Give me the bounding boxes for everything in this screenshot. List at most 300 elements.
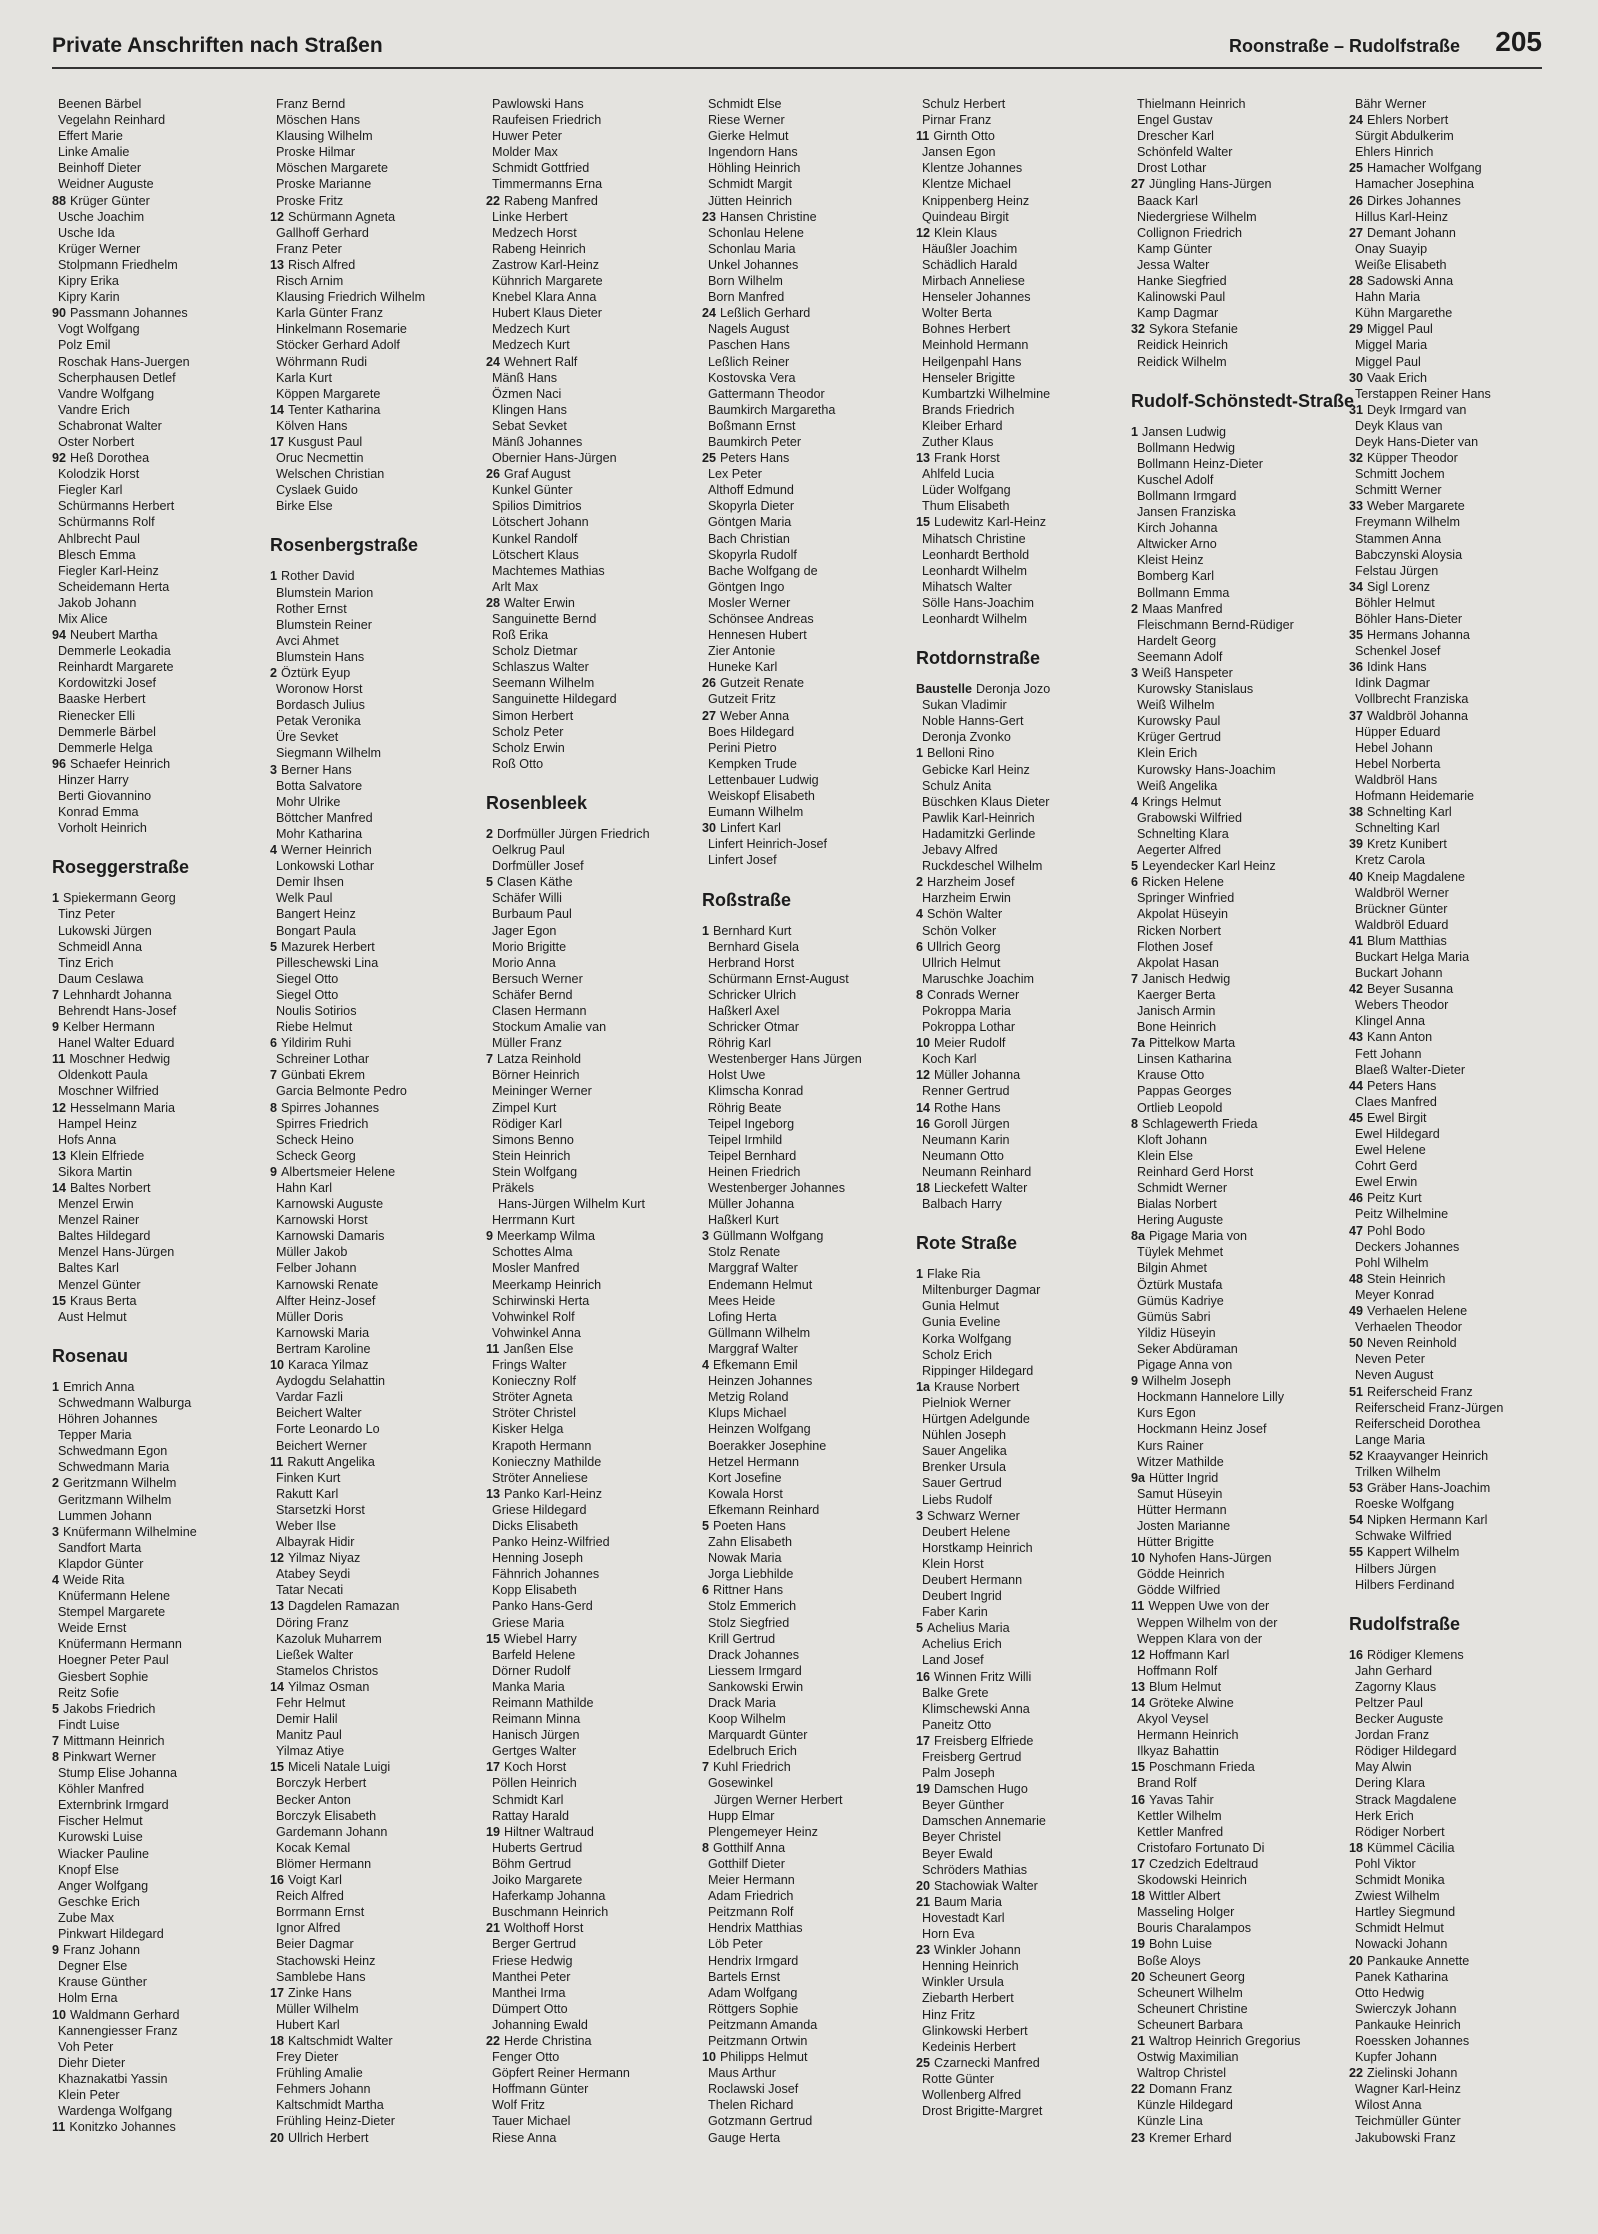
resident-entry: [702, 1260, 916, 1276]
resident-name: Reinhard Gerd Horst: [1137, 1164, 1254, 1179]
resident-name: Klimschewski Anna: [922, 1701, 1030, 1716]
resident-name: Siegel Otto: [276, 971, 339, 986]
resident-entry: [52, 708, 266, 724]
resident-entry: [270, 1470, 484, 1486]
resident-name: Haßkerl Kurt: [708, 1213, 779, 1228]
resident-entry: [1349, 997, 1563, 1013]
resident-entry: [270, 858, 484, 874]
resident-name: Schreiner Lothar: [276, 1052, 370, 1067]
resident-entry: [486, 691, 700, 707]
house-number: 13: [270, 1599, 285, 1614]
resident-name: Usche Ida: [58, 225, 115, 240]
resident-entry: [486, 890, 700, 906]
resident-name: Bernhard Kurt: [713, 923, 792, 938]
house-number: 12: [916, 225, 931, 240]
resident-name: Balke Grete: [922, 1685, 989, 1700]
resident-name: Klausing Wilhelm: [276, 129, 373, 144]
resident-name: Wittler Albert: [1149, 1889, 1221, 1904]
house-number: 5: [1131, 859, 1139, 874]
resident-name: Bartels Ernst: [708, 1969, 781, 1984]
resident-entry: [916, 842, 1130, 858]
resident-name: Riese Werner: [708, 113, 785, 128]
resident-name: Winnen Fritz Willi: [934, 1669, 1032, 1684]
resident-name: Hilbers Jürgen: [1355, 1561, 1437, 1576]
resident-entry: [916, 1180, 1130, 1196]
resident-name: Kirch Johanna: [1137, 521, 1218, 536]
resident-entry: [52, 1588, 266, 1604]
resident-name: Achelius Erich: [922, 1637, 1002, 1652]
resident-entry: [1349, 1110, 1563, 1126]
resident-entry: [1349, 1351, 1563, 1367]
resident-entry: [486, 1212, 700, 1228]
resident-entry: [486, 257, 700, 273]
resident-name: Schmidt Werner: [1137, 1181, 1228, 1195]
resident-name: Ricken Norbert: [1137, 923, 1221, 938]
resident-name: Onay Suayip: [1355, 241, 1428, 256]
house-number: 16: [1131, 1792, 1146, 1807]
resident-name: Schmidt Margit: [708, 177, 792, 192]
resident-name: Hendrix Matthias: [708, 1921, 803, 1936]
resident-name: Meerkamp Wilma: [497, 1229, 595, 1244]
resident-name: Schirwinski Herta: [492, 1293, 590, 1308]
resident-entry: [1131, 1132, 1345, 1148]
resident-name: Hermann Heinrich: [1137, 1728, 1239, 1743]
resident-entry: [52, 1277, 266, 1293]
resident-entry: [702, 1067, 916, 1083]
resident-entry: [916, 2087, 1130, 2103]
resident-entry: [1131, 2001, 1345, 2017]
house-number: 3: [916, 1508, 924, 1523]
resident-entry: [1131, 112, 1345, 128]
resident-entry: [486, 1421, 700, 1437]
resident-entry: [702, 2130, 916, 2146]
resident-name: Waldbröl Johanna: [1367, 708, 1469, 723]
resident-name: Zastrow Karl-Heinz: [492, 257, 600, 272]
resident-entry: [916, 1443, 1130, 1459]
resident-name: Adam Wolfgang: [708, 1985, 798, 2000]
resident-entry: [1131, 552, 1345, 568]
resident-entry: [270, 128, 484, 144]
resident-name: Kurowski Luise: [58, 1830, 143, 1845]
resident-name: Schürmanns Herbert: [58, 499, 175, 514]
resident-entry: [1349, 354, 1563, 370]
resident-name: Hinkelmann Rosemarie: [276, 322, 407, 337]
house-number: 12: [52, 1100, 67, 1115]
resident-entry: [916, 1003, 1130, 1019]
resident-name: Buckart Johann: [1355, 966, 1443, 981]
house-number: 40: [1349, 869, 1364, 884]
resident-name: Beyer Ewald: [922, 1846, 993, 1861]
resident-name: Klapdor Günter: [58, 1556, 144, 1571]
resident-entry: [702, 740, 916, 756]
resident-entry: [486, 2130, 700, 2146]
resident-entry: [52, 1164, 266, 1180]
resident-name: Klups Michael: [708, 1406, 787, 1421]
resident-entry: [916, 1266, 1130, 1282]
resident-name: Ehlers Norbert: [1367, 113, 1449, 128]
resident-name: Krill Gertrud: [708, 1631, 776, 1646]
resident-name: Schönfeld Walter: [1137, 145, 1233, 160]
resident-name: Jütten Heinrich: [708, 193, 792, 208]
resident-name: Siegel Otto: [276, 987, 339, 1002]
resident-name: Maruschke Joachim: [922, 971, 1034, 986]
resident-name: Klingen Hans: [492, 402, 567, 417]
resident-entry: [702, 772, 916, 788]
resident-name: Schabronat Walter: [58, 418, 162, 433]
resident-entry: [1131, 193, 1345, 209]
resident-entry: [1349, 1528, 1563, 1544]
resident-name: Karnowski Auguste: [276, 1197, 384, 1212]
resident-entry: [1131, 1148, 1345, 1164]
resident-name: Hamacher Wolfgang: [1367, 161, 1482, 176]
resident-entry: [52, 1926, 266, 1942]
resident-name: Müller Franz: [492, 1036, 562, 1051]
resident-entry: [1349, 1969, 1563, 1985]
resident-entry: [1131, 1582, 1345, 1598]
resident-name: Gunia Eveline: [922, 1315, 1001, 1330]
resident-name: Röhrig Beate: [708, 1100, 782, 1115]
resident-entry: [702, 112, 916, 128]
resident-entry: [1349, 1029, 1563, 1045]
resident-entry: [52, 1051, 266, 1067]
house-number: 18: [270, 2033, 285, 2048]
resident-entry: [486, 708, 700, 724]
resident-name: Kolodzik Horst: [58, 467, 140, 482]
resident-entry: [52, 1293, 266, 1309]
resident-entry: [486, 434, 700, 450]
house-number: 92: [52, 451, 67, 466]
resident-entry: [52, 906, 266, 922]
resident-name: Menzel Rainer: [58, 1213, 140, 1228]
resident-entry: [1131, 2017, 1345, 2033]
resident-entry: [1131, 488, 1345, 504]
resident-name: Dirkes Johannes: [1367, 193, 1461, 208]
resident-entry: [270, 370, 484, 386]
resident-name: Rödiger Hildegard: [1355, 1744, 1457, 1759]
resident-name: Franz Peter: [276, 241, 342, 256]
resident-entry: [486, 1325, 700, 1341]
resident-name: Schmeidl Anna: [58, 939, 143, 954]
resident-entry: [1349, 2017, 1563, 2033]
resident-name: Deubert Ingrid: [922, 1589, 1002, 1604]
house-number: 22: [486, 2033, 501, 2048]
house-number: 8: [270, 1100, 278, 1115]
resident-entry: [486, 1727, 700, 1743]
resident-entry: [1349, 627, 1563, 643]
resident-entry: [702, 1631, 916, 1647]
resident-entry: [702, 1100, 916, 1116]
house-number: 51: [1349, 1384, 1364, 1399]
resident-entry: [702, 939, 916, 955]
resident-name: Hebel Norberta: [1355, 756, 1441, 771]
resident-entry: [486, 579, 700, 595]
resident-name: Müller Johanna: [934, 1068, 1021, 1083]
resident-entry: [486, 1872, 700, 1888]
resident-entry: [52, 1180, 266, 1196]
resident-name: Menzel Erwin: [58, 1197, 134, 1212]
running-title: Private Anschriften nach Straßen: [52, 34, 383, 57]
resident-name: Stachowski Heinz: [276, 1953, 376, 1968]
resident-name: Hampel Heinz: [58, 1116, 138, 1131]
resident-name: Jürgen Werner Herbert: [714, 1792, 843, 1807]
resident-name: Roeske Wolfgang: [1355, 1497, 1455, 1512]
resident-entry: [916, 1749, 1130, 1765]
resident-entry: [1349, 370, 1563, 386]
house-number: 16: [270, 1873, 285, 1888]
resident-entry: [52, 1379, 266, 1395]
resident-entry: [702, 176, 916, 192]
resident-name: Proske Hilmar: [276, 145, 356, 160]
resident-entry: [702, 955, 916, 971]
resident-entry: [702, 1953, 916, 1969]
resident-entry: [1349, 1936, 1563, 1952]
resident-entry: [702, 691, 916, 707]
resident-entry: [702, 386, 916, 402]
resident-name: Karaca Yilmaz: [288, 1358, 369, 1373]
resident-entry: [1131, 1309, 1345, 1325]
resident-entry: [1349, 321, 1563, 337]
resident-name: Frank Horst: [934, 451, 1000, 466]
resident-entry: [1349, 257, 1563, 273]
resident-name: Franz Johann: [63, 1943, 141, 1958]
resident-entry: [270, 1003, 484, 1019]
resident-name: Vohwinkel Rolf: [492, 1309, 575, 1324]
resident-name: Reinhardt Margarete: [58, 660, 174, 675]
resident-entry: [486, 321, 700, 337]
resident-entry: [1131, 144, 1345, 160]
resident-name: Linfert Karl: [720, 821, 781, 836]
resident-entry: [916, 1588, 1130, 1604]
resident-entry: [916, 1669, 1130, 1685]
resident-name: Meerkamp Heinrich: [492, 1277, 602, 1292]
resident-entry: [702, 1293, 916, 1309]
resident-entry: [270, 1920, 484, 1936]
resident-entry: [486, 675, 700, 691]
house-number: 24: [486, 354, 501, 369]
resident-entry: [1349, 1158, 1563, 1174]
resident-entry: [486, 176, 700, 192]
resident-name: Ullrich Georg: [927, 939, 1001, 954]
resident-entry: [1349, 2130, 1563, 2146]
resident-name: Ahlbrecht Paul: [58, 531, 140, 546]
resident-entry: [702, 209, 916, 225]
resident-name: Drost Lothar: [1137, 161, 1207, 176]
house-number: 33: [1349, 499, 1364, 514]
resident-name: Jahn Gerhard: [1355, 1663, 1433, 1678]
resident-entry: [916, 257, 1130, 273]
resident-entry: [52, 1492, 266, 1508]
resident-name: Blaeß Walter-Dieter: [1355, 1062, 1466, 1077]
resident-entry: [916, 1958, 1130, 1974]
house-number: 10: [52, 2007, 67, 2022]
resident-entry: [486, 450, 700, 466]
resident-entry: [270, 923, 484, 939]
resident-name: Jager Egon: [492, 923, 557, 938]
resident-name: Wehnert Ralf: [504, 354, 578, 369]
resident-name: Rabeng Heinrich: [492, 241, 586, 256]
resident-name: Beier Dagmar: [276, 1937, 354, 1952]
resident-entry: [916, 498, 1130, 514]
resident-entry: [270, 1228, 484, 1244]
resident-name: Zielinski Johann: [1367, 2066, 1458, 2081]
resident-name: Eumann Wilhelm: [708, 805, 804, 820]
resident-name: Pigage Anna von: [1137, 1358, 1233, 1373]
resident-entry: [52, 563, 266, 579]
resident-entry: [1131, 601, 1345, 617]
resident-name: Pinkwart Werner: [63, 1750, 156, 1764]
resident-name: Kopp Elisabeth: [492, 1583, 577, 1598]
resident-name: Ehlers Hinrich: [1355, 145, 1434, 160]
resident-entry: [270, 1454, 484, 1470]
resident-entry: [270, 1631, 484, 1647]
resident-name: Thielmann Heinrich: [1137, 97, 1246, 111]
resident-entry: [702, 418, 916, 434]
resident-entry: [1349, 1808, 1563, 1824]
resident-name: Möschen Hans: [276, 113, 360, 128]
resident-entry: [702, 450, 916, 466]
resident-entry: [1349, 981, 1563, 997]
resident-entry: [1131, 337, 1345, 353]
resident-name: Franz Bernd: [276, 97, 346, 111]
resident-entry: [486, 354, 700, 370]
resident-name: Weiskopf Elisabeth: [708, 789, 815, 804]
house-number: 10: [702, 2050, 717, 2065]
resident-entry: [1349, 1287, 1563, 1303]
resident-name: Griese Maria: [492, 1615, 565, 1630]
resident-entry: [916, 289, 1130, 305]
resident-name: Sauer Angelika: [922, 1444, 1007, 1459]
resident-name: Harzheim Josef: [927, 875, 1015, 890]
resident-name: Deronja Zvonko: [922, 730, 1011, 745]
resident-name: Scheck Georg: [276, 1148, 356, 1163]
resident-name: Verhaelen Helene: [1367, 1304, 1468, 1319]
resident-entry: [916, 547, 1130, 563]
resident-name: Starsetzki Horst: [276, 1502, 365, 1517]
resident-entry: [486, 160, 700, 176]
resident-entry: [486, 1486, 700, 1502]
resident-entry: [52, 1035, 266, 1051]
resident-entry: [52, 1829, 266, 1845]
resident-name: Karnowski Maria: [276, 1325, 370, 1340]
resident-name: Pokroppa Maria: [922, 1003, 1011, 1018]
resident-name: Clasen Käthe: [497, 875, 573, 890]
resident-entry: [52, 740, 266, 756]
street-heading: Rosenbleek: [486, 792, 588, 813]
resident-name: Blumstein Marion: [276, 585, 374, 600]
resident-entry: [270, 160, 484, 176]
resident-name: Gebicke Karl Heinz: [922, 762, 1030, 777]
resident-entry: [916, 193, 1130, 209]
resident-name: Scholz Dietmar: [492, 644, 578, 659]
resident-entry: [916, 1196, 1130, 1212]
house-number: 34: [1349, 579, 1364, 594]
resident-name: Hürtgen Adelgunde: [922, 1412, 1030, 1427]
resident-name: Becker Anton: [276, 1792, 351, 1807]
house-number: 90: [52, 306, 67, 321]
resident-name: Brenker Ursula: [922, 1460, 1006, 1475]
resident-entry: [1349, 2049, 1563, 2065]
resident-name: Bähr Werner: [1355, 97, 1427, 111]
resident-entry: [270, 112, 484, 128]
resident-entry: [1349, 547, 1563, 563]
resident-name: Weppen Wilhelm von der: [1137, 1615, 1278, 1630]
resident-name: Westenberger Hans Jürgen: [708, 1052, 862, 1067]
resident-name: Lüder Wolfgang: [922, 483, 1011, 498]
resident-name: Waltrop Heinrich Gregorius: [1149, 2033, 1301, 2048]
house-number: 17: [1131, 1856, 1146, 1871]
resident-entry: [52, 531, 266, 547]
resident-name: Hahn Karl: [276, 1181, 333, 1195]
resident-entry: [270, 585, 484, 601]
resident-name: Bordasch Julius: [276, 698, 365, 713]
resident-entry: [270, 1019, 484, 1035]
resident-entry: [1349, 112, 1563, 128]
resident-name: Johanning Ewald: [492, 2017, 588, 2032]
resident-name: Schön Volker: [922, 923, 997, 938]
resident-entry: [486, 241, 700, 257]
resident-entry: [1131, 2033, 1345, 2049]
house-number: 17: [270, 1985, 285, 2000]
resident-entry: [1349, 144, 1563, 160]
resident-name: Neumann Otto: [922, 1148, 1004, 1163]
resident-name: Giesbert Sophie: [58, 1669, 149, 1684]
resident-entry: [270, 1936, 484, 1952]
resident-entry: [52, 675, 266, 691]
house-number: 17: [270, 434, 285, 449]
resident-entry: [702, 2081, 916, 2097]
resident-entry: [52, 1685, 266, 1701]
resident-name: Höhling Heinrich: [708, 161, 801, 176]
resident-entry: [486, 1679, 700, 1695]
resident-name: Birke Else: [276, 499, 333, 514]
resident-entry: [52, 1212, 266, 1228]
resident-entry: [702, 128, 916, 144]
resident-name: Idink Hans: [1367, 660, 1427, 675]
resident-entry: [702, 1486, 916, 1502]
resident-entry: [916, 890, 1130, 906]
resident-entry: [52, 1196, 266, 1212]
resident-entry: [52, 321, 266, 337]
resident-name: Kaltschmidt Martha: [276, 2098, 384, 2113]
resident-name: Schürmann Agneta: [288, 209, 396, 224]
house-number: 20: [916, 1878, 931, 1893]
resident-name: Peitz Wilhelmine: [1355, 1207, 1449, 1222]
resident-entry: [1131, 1985, 1345, 2001]
resident-name: Aust Helmut: [58, 1309, 127, 1324]
resident-entry: [52, 1228, 266, 1244]
resident-entry: [916, 1083, 1130, 1099]
resident-name: Reiferscheid Franz-Jürgen: [1355, 1400, 1504, 1415]
resident-name: Kaerger Berta: [1137, 987, 1216, 1002]
resident-name: Fett Johann: [1355, 1046, 1422, 1061]
resident-name: Pöllen Heinrich: [492, 1776, 577, 1791]
resident-name: Schenkel Josef: [1355, 644, 1441, 659]
resident-entry: [1131, 456, 1345, 472]
resident-name: Kipry Karin: [58, 290, 120, 305]
resident-name: Küpper Theodor: [1367, 451, 1458, 466]
resident-name: Weppen Uwe von der: [1148, 1599, 1270, 1614]
resident-name: Stamelos Christos: [276, 1663, 379, 1678]
resident-name: Yavas Tahir: [1149, 1792, 1214, 1807]
resident-name: Kupfer Johann: [1355, 2050, 1437, 2065]
resident-entry: [1131, 1647, 1345, 1663]
resident-entry: [916, 225, 1130, 241]
resident-name: Wolf Fritz: [492, 2098, 545, 2113]
resident-entry: [1349, 949, 1563, 965]
resident-name: Spiekermann Georg: [63, 891, 176, 906]
resident-entry: [270, 1663, 484, 1679]
resident-entry: [270, 1566, 484, 1582]
